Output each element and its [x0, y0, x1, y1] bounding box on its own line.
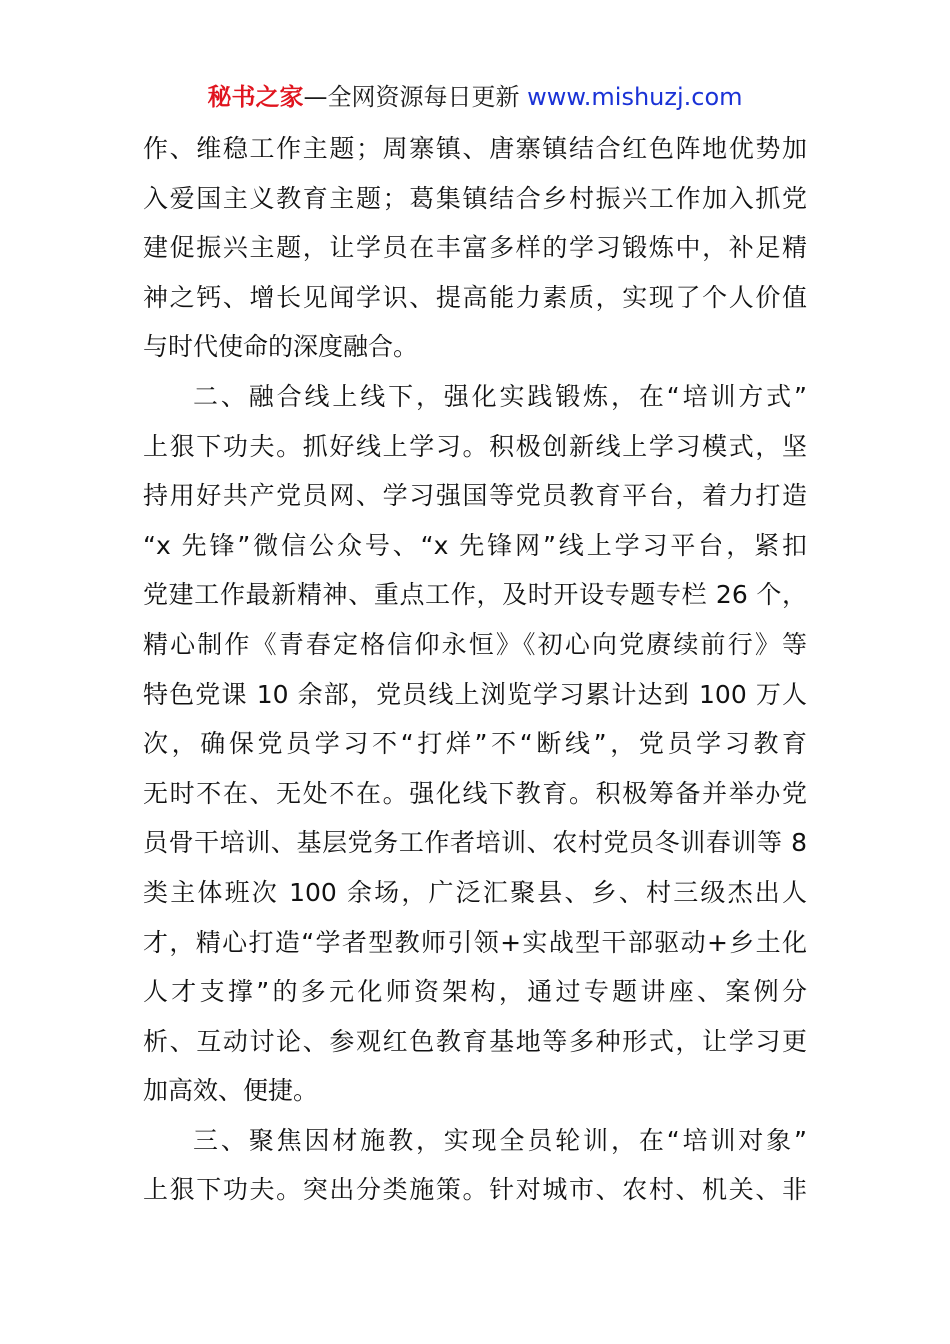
text-line: 精心制作《青春定格信仰永恒》《初心向党赓续前行》等: [143, 629, 807, 659]
text-line: 与时代使命的深度融合。: [143, 332, 419, 362]
text-line: 持用好共产党员网、学习强国等党员教育平台，着力打造: [143, 481, 807, 511]
text-line: 加高效、便捷。: [143, 1076, 319, 1106]
text-line: 上狠下功夫。突出分类施策。针对城市、农村、机关、非: [143, 1175, 807, 1205]
text-line: 员骨干培训、基层党务工作者培训、农村党员冬训春训等 8: [143, 828, 807, 858]
text-line: 析、互动讨论、参观红色教育基地等多种形式，让学习更: [143, 1026, 807, 1056]
text-line: 党建工作最新精神、重点工作，及时开设专题专栏 26 个，: [143, 580, 807, 610]
text-line: 神之钙、增长见闻学识、提高能力素质，实现了个人价值: [143, 282, 807, 312]
document-body: [143, 124, 807, 1215]
text-line: 才，精心打造“学者型教师引领+实战型干部驱动+乡土化: [143, 927, 807, 957]
text-line: 上狠下功夫。抓好线上学习。积极创新线上学习模式，坚: [143, 431, 807, 461]
text-line: “x 先锋”微信公众号、“x 先锋网”线上学习平台，紧扣: [143, 530, 807, 560]
brand-name: 秘书之家: [207, 83, 304, 111]
text-line: 次，确保党员学习不“打烊”不“断线”，党员学习教育: [143, 729, 807, 759]
page-header: [0, 80, 950, 114]
text-line: 人才支撑”的多元化师资架构，通过专题讲座、案例分: [143, 977, 807, 1007]
header-tagline: —全网资源每日更新: [303, 83, 528, 111]
section-heading-line: 三、聚焦因材施教，实现全员轮训，在“培训对象”: [193, 1125, 807, 1155]
text-line: 作、维稳工作主题；周寨镇、唐寨镇结合红色阵地优势加: [143, 134, 807, 163]
header-url[interactable]: www.mishuzj.com: [527, 83, 743, 111]
text-line: 无时不在、无处不在。强化线下教育。积极筹备并举办党: [143, 778, 807, 808]
text-line: 类主体班次 100 余场，广泛汇聚县、乡、村三级杰出人: [143, 877, 807, 907]
text-line: 入爱国主义教育主题；葛集镇结合乡村振兴工作加入抓党: [143, 183, 807, 213]
text-line: 建促振兴主题，让学员在丰富多样的学习锻炼中，补足精: [143, 233, 807, 263]
section-heading-line: 二、融合线上线下，强化实践锻炼，在“培训方式”: [193, 381, 807, 411]
text-line: 特色党课 10 余部，党员线上浏览学习累计达到 100 万人: [143, 679, 807, 709]
